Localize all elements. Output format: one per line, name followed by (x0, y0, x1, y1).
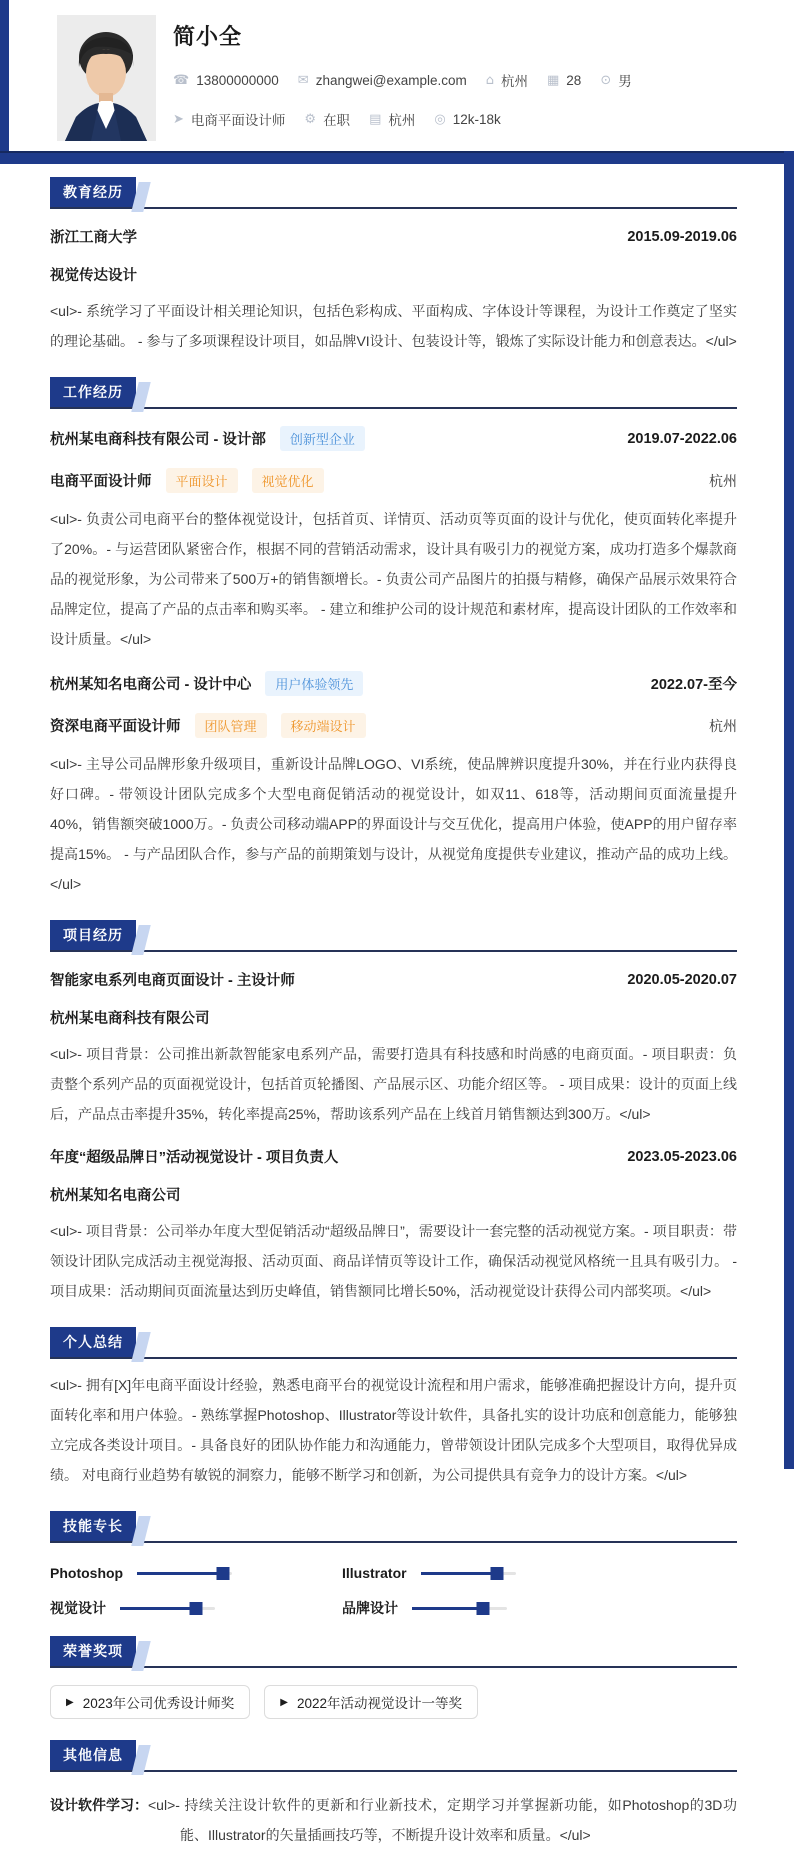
work-description: <ul>- 负责公司电商平台的整体视觉设计，包括首页、详情页、活动页等页面的设计与优化，使页面转化率提升了20%。- 与运营团队紧密合作，根据不同的营销活动需求，设计具有吸引力的视觉方案，成功打造多个爆款商品的视觉形象，为公司带来了500万+的销售额增长。- 负责公司产品图片的拍摄与精修，确保产品展示效果符合品牌定位，提高了产品的点击率和购买率。 - 建立和维护公司的设计规范和素材库，提高设计团队的工作效率和设计质量。</ul> (50, 511, 737, 647)
project-description: <ul>- 项目背景：公司举办年度大型促销活动“超级品牌日”，需要设计一套完整的活动视觉方案。- 项目职责：带领设计团队完成活动主视觉海报、活动页面、商品详情页等设计工作，确保活动视觉风格统一且具有吸引力。 - 项目成果：活动期间页面流量达到历史峰值，销售额同比增长50%，活动视觉设计获得公司内部奖项。</ul> (50, 1223, 737, 1299)
calendar-icon: ▦ (547, 72, 560, 88)
contact-job-title (173, 109, 285, 129)
company-tag: 创新型企业 (280, 426, 365, 451)
section-head (50, 1327, 737, 1359)
role-title: 资深电商平面设计师 (50, 719, 181, 735)
city-icon: ▤ (369, 111, 382, 127)
work-description: <ul>- 主导公司品牌形象升级项目，重新设计品牌LOGO、VI系统，使品牌辨识度提升30%，并在行业内获得良好口碑。- 带领设计团队完成多个大型电商促销活动的视觉设计，如双11、618等，活动期间页面流量提升40%，销售额突破1000万。- 负责公司移动端APP的界面设计与交互优化，提高用户体验，使APP的用户留存率提高15%。 - 与产品团队合作，参与产品的前期策划与设计，从视觉角度提供专业建议，推动产品的成功上线。</ul> (50, 756, 737, 892)
section-head (50, 1740, 737, 1772)
project-name: 智能家电系列电商页面设计 - 主设计师 (50, 973, 295, 989)
project-company: 杭州某电商科技有限公司 (50, 1011, 210, 1027)
gender-icon: ⊙ (600, 72, 612, 88)
section-title-summary: 个人总结 (50, 1327, 136, 1357)
section-summary (50, 1327, 737, 1490)
other-info-item (50, 1790, 737, 1850)
contact-phone (173, 73, 279, 88)
company-name: 杭州某知名电商公司 - 设计中心 (50, 677, 252, 693)
section-title-education: 教育经历 (50, 177, 136, 207)
job-icon: ➤ (173, 111, 184, 127)
summary-description: <ul>- 拥有[X]年电商平面设计经验，熟悉电商平台的视觉设计流程和用户需求，能够准确把握设计方向，提升页面转化率和用户体验。- 熟练掌握Photoshop、Illustrator等设计软件，具备扎实的设计功底和创意能力，能够独立完成各类设计项目。- 具备良好的团队协作能力和沟通能力，曾带领设计团队完成多个大型项目，取得优异成绩。 对电商行业趋势有敏锐的洞察力，能够不断学习和创新，为公司提供具有竞争力的设计方案。</ul> (50, 1377, 737, 1483)
contact-row-2 (173, 109, 651, 129)
contact-status (304, 109, 350, 129)
frame-top-band (0, 151, 794, 164)
skill-slider-fill (421, 1572, 497, 1575)
section-other-info (50, 1740, 737, 1850)
skill-visual-design (50, 1601, 302, 1615)
section-head (50, 177, 737, 209)
skill-photoshop (50, 1566, 302, 1580)
section-head (50, 920, 737, 952)
work-date: 2019.07-2022.06 (627, 430, 737, 447)
age-value: 28 (566, 72, 582, 88)
salary-icon: ◎ (434, 111, 446, 127)
skill-label: 品牌设计 (342, 1600, 398, 1616)
contact-city (369, 109, 415, 129)
skill-slider-handle[interactable] (190, 1602, 203, 1615)
play-triangle-icon: ▶ (66, 1696, 74, 1708)
skill-slider-fill (137, 1572, 223, 1575)
project-company: 杭州某知名电商公司 (50, 1188, 181, 1204)
award-text: 2023年公司优秀设计师奖 (82, 1696, 235, 1711)
education-entry (50, 226, 737, 356)
section-projects (50, 920, 737, 1306)
project-date: 2023.05-2023.06 (627, 1148, 737, 1165)
frame-left-strip (0, 0, 9, 153)
phone-value: 13800000000 (196, 72, 279, 88)
profile-photo-illustration (57, 15, 156, 141)
major-name: 视觉传达设计 (50, 268, 137, 284)
skills-grid (50, 1566, 737, 1615)
award-chip[interactable] (50, 1685, 250, 1719)
section-title-other-info: 其他信息 (50, 1740, 136, 1770)
section-work (50, 377, 737, 899)
project-entry (50, 1146, 737, 1306)
section-title-projects: 项目经历 (50, 920, 136, 950)
section-awards (50, 1636, 737, 1719)
other-info-text: <ul>- 持续关注设计软件的更新和行业新技术，定期学习并掌握新功能，如Photoshop的3D功能、Illustrator的矢量插画技巧等，不断提升设计效率和质量。</ul> (148, 1797, 737, 1843)
location-value: 杭州 (501, 74, 528, 89)
work-location: 杭州 (709, 717, 737, 734)
skill-slider-fill (120, 1607, 196, 1610)
skill-slider-track (421, 1572, 516, 1575)
education-description: <ul>- 系统学习了平面设计相关理论知识，包括色彩构成、平面构成、字体设计等课程，为设计工作奠定了坚实的理论基础。 - 参与了多项课程设计项目，如品牌VI设计、包装设计等，锻炼了实际设计能力和创意表达。</ul> (50, 303, 737, 349)
section-head (50, 377, 737, 409)
company-name: 杭州某电商科技有限公司 - 设计部 (50, 432, 266, 448)
role-tag: 平面设计 (166, 468, 238, 493)
role-tag: 视觉优化 (252, 468, 324, 493)
resume-header (0, 0, 794, 164)
education-date: 2015.09-2019.06 (627, 228, 737, 245)
frame-right-strip (784, 151, 794, 1469)
city-value: 杭州 (388, 113, 416, 128)
project-date: 2020.05-2020.07 (627, 971, 737, 988)
status-icon: ⚙ (304, 111, 317, 127)
contact-gender (600, 70, 631, 90)
skill-slider-track (137, 1572, 232, 1575)
section-title-work: 工作经历 (50, 377, 136, 407)
role-tag: 移动端设计 (281, 713, 366, 738)
role-title: 电商平面设计师 (50, 474, 152, 490)
role-tag: 团队管理 (195, 713, 267, 738)
section-education (50, 177, 737, 356)
work-entry (50, 671, 737, 899)
skill-label: Photoshop (50, 1565, 124, 1581)
skill-label: Illustrator (342, 1565, 407, 1581)
section-title-awards: 荣誉奖项 (50, 1636, 136, 1666)
status-value: 在职 (323, 113, 351, 128)
skill-slider-track (412, 1607, 507, 1610)
section-skills (50, 1511, 737, 1615)
email-value: zhangwei@example.com (315, 72, 467, 88)
work-entry (50, 426, 737, 654)
section-head (50, 1636, 737, 1668)
contact-salary (434, 112, 500, 127)
other-info-label: 设计软件学习： (50, 1797, 148, 1813)
job-title-value: 电商平面设计师 (190, 113, 286, 128)
awards-list (50, 1685, 737, 1719)
work-location: 杭州 (709, 472, 737, 489)
school-name: 浙江工商大学 (50, 230, 137, 246)
award-text: 2022年活动视觉设计一等奖 (296, 1696, 462, 1711)
skill-slider-handle[interactable] (477, 1602, 490, 1615)
contact-email (298, 73, 467, 88)
skill-illustrator (342, 1566, 737, 1580)
contact-age (547, 73, 581, 88)
salary-value: 12k-18k (452, 111, 501, 127)
project-name: 年度“超级品牌日”活动视觉设计 - 项目负责人 (50, 1150, 339, 1166)
skill-slider-fill (412, 1607, 483, 1610)
profile-photo (57, 15, 156, 141)
play-triangle-icon: ▶ (280, 1696, 288, 1708)
section-head (50, 1511, 737, 1543)
project-description: <ul>- 项目背景：公司推出新款智能家电系列产品，需要打造具有科技感和时尚感的电商页面。- 项目职责：负责整个系列产品的页面视觉设计，包括首页轮播图、产品展示区、功能介绍区等。 - 项目成果：设计的页面上线后，产品点击率提升35%，转化率提高25%，帮助该系列产品在上线首月销售额达到300万。</ul> (50, 1046, 737, 1122)
project-entry (50, 969, 737, 1129)
contact-location (486, 70, 528, 90)
mail-icon: ✉ (297, 72, 309, 88)
home-icon: ⌂ (485, 72, 494, 88)
gender-value: 男 (618, 74, 632, 89)
candidate-name: 简小全 (173, 24, 243, 49)
skill-label: 视觉设计 (50, 1600, 106, 1616)
skill-slider-handle[interactable] (490, 1567, 503, 1580)
contact-row-1 (173, 70, 651, 90)
skill-slider-track (120, 1607, 215, 1610)
phone-icon: ☎ (173, 72, 190, 88)
section-title-skills: 技能专长 (50, 1511, 136, 1541)
work-date: 2022.07-至今 (650, 677, 737, 693)
award-chip[interactable] (264, 1685, 478, 1719)
company-tag: 用户体验领先 (265, 671, 363, 696)
skill-slider-handle[interactable] (216, 1567, 229, 1580)
skill-brand-design (342, 1601, 737, 1615)
